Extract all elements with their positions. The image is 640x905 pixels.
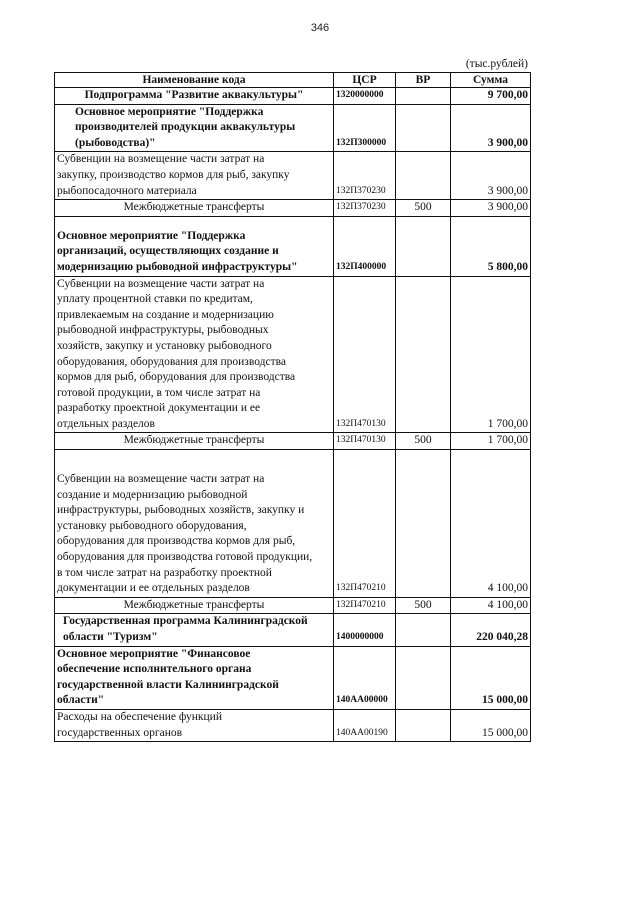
row-sum: 1 700,00	[451, 433, 531, 450]
row-sum: 3 900,00	[451, 152, 531, 200]
table-row	[55, 433, 531, 450]
row-name: Подпрограмма "Развитие аквакультуры"	[55, 88, 334, 105]
row-name: Основное мероприятие "Поддержка организаций, осуществляющих создание и модернизацию рыбоводной инфраструктуры"	[55, 216, 334, 276]
header-sum: Сумма	[451, 73, 531, 88]
table-row	[55, 88, 531, 105]
row-csr: 140АА00190	[334, 709, 396, 741]
row-name: Субвенции на возмещение части затрат на создание и модернизацию рыбоводной инфраструктуры, рыбоводных хозяйств, закупку и установку рыбоводного оборудования, оборудования для производства кормов для рыб, оборудования для производства готовой продукции, в том числе затрат на разработку проектной документации и ее отдельных разделов	[55, 450, 334, 598]
table-row	[55, 276, 531, 433]
table-row	[55, 152, 531, 200]
row-vr	[396, 276, 451, 433]
row-sum: 15 000,00	[451, 709, 531, 741]
row-csr: 140АА00000	[334, 646, 396, 709]
row-sum: 5 800,00	[451, 216, 531, 276]
table-row	[55, 614, 531, 646]
row-sum: 3 900,00	[451, 104, 531, 152]
table-row	[55, 104, 531, 152]
header-name: Наименование кода	[55, 73, 334, 88]
row-vr	[396, 104, 451, 152]
row-name: Межбюджетные трансферты	[55, 200, 334, 217]
table-row	[55, 216, 531, 276]
row-sum: 9 700,00	[451, 88, 531, 105]
row-csr: 132П370230	[334, 200, 396, 217]
row-csr: 132П470130	[334, 433, 396, 450]
row-name: Расходы на обеспечение функций государственных органов	[55, 709, 334, 741]
budget-table	[54, 72, 531, 742]
header-csr: ЦСР	[334, 73, 396, 88]
units-label: (тыс.рублей)	[465, 58, 528, 70]
row-vr	[396, 709, 451, 741]
row-name: Основное мероприятие "Поддержка производителей продукции аквакультуры (рыбоводства)"	[55, 104, 334, 152]
header-vr: ВР	[396, 73, 451, 88]
table-row	[55, 200, 531, 217]
row-name: Межбюджетные трансферты	[55, 597, 334, 614]
table-row	[55, 450, 531, 598]
row-name: Субвенции на возмещение части затрат на уплату процентной ставки по кредитам, привлекаемым на создание и модернизацию рыбоводной инфраструктуры, рыбоводных хозяйств, закупку и установку рыбоводного оборудования, оборудования для производства кормов для рыб, оборудования для производства готовой продукции, в том числе затрат на разработку проектной документации и ее отдельных разделов	[55, 276, 334, 433]
row-vr: 500	[396, 597, 451, 614]
row-csr: 132П470210	[334, 597, 396, 614]
row-csr: 132П300000	[334, 104, 396, 152]
row-csr: 132П470130	[334, 276, 396, 433]
row-sum: 3 900,00	[451, 200, 531, 217]
table-row	[55, 597, 531, 614]
page-number: 346	[310, 22, 330, 34]
table-row	[55, 709, 531, 741]
row-vr: 500	[396, 200, 451, 217]
row-vr	[396, 646, 451, 709]
row-csr: 132П370230	[334, 152, 396, 200]
row-vr	[396, 216, 451, 276]
row-vr	[396, 450, 451, 598]
row-name: Межбюджетные трансферты	[55, 433, 334, 450]
row-sum: 4 100,00	[451, 597, 531, 614]
row-csr: 1320000000	[334, 88, 396, 105]
row-csr: 1400000000	[334, 614, 396, 646]
row-sum: 220 040,28	[451, 614, 531, 646]
row-vr	[396, 88, 451, 105]
row-name: Субвенции на возмещение части затрат на закупку, производство кормов для рыб, закупку рыбопосадочного материала	[55, 152, 334, 200]
row-sum: 4 100,00	[451, 450, 531, 598]
row-vr	[396, 614, 451, 646]
table-row	[55, 646, 531, 709]
row-csr: 132П400000	[334, 216, 396, 276]
row-vr: 500	[396, 433, 451, 450]
row-sum: 1 700,00	[451, 276, 531, 433]
row-vr	[396, 152, 451, 200]
row-name: Основное мероприятие "Финансовое обеспечение исполнительного органа государственной власти Калининградской области"	[55, 646, 334, 709]
row-name: Государственная программа Калининградской области "Туризм"	[55, 614, 334, 646]
row-csr: 132П470210	[334, 450, 396, 598]
row-sum: 15 000,00	[451, 646, 531, 709]
table-header-row	[55, 73, 531, 88]
